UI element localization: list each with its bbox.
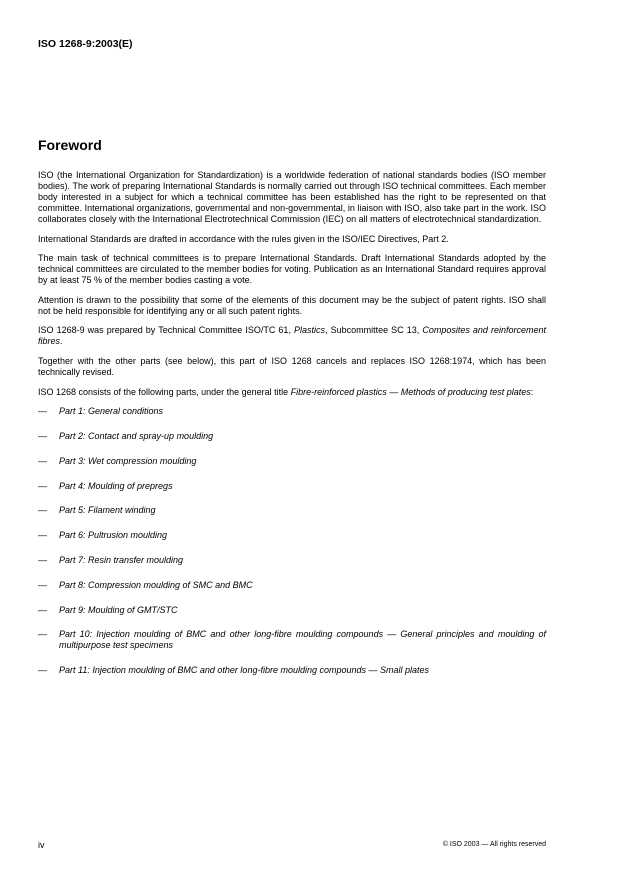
dash-bullet: — [38, 480, 47, 491]
paragraph-parts-intro [38, 387, 546, 398]
paragraph-iso-intro: ISO (the International Organization for Standardization) is a worldwide federation of national standards bodies (ISO member bodies). The work of preparing International Standards is normally carried out through ISO technical committees. Each member body interested in a subject for which a technical committee has been established has the right to be represented on that committee. International organizations, governmental and non-governmental, in liaison with ISO, also take part in the work. ISO collaborates closely with the International Electrotechnical Commission (IEC) on all matters of electrotechnical standardization. [38, 170, 546, 224]
dash-bullet: — [38, 579, 47, 590]
text-run: : [530, 386, 534, 397]
document-id-header: ISO 1268-9:2003(E) [38, 38, 133, 50]
dash-bullet: — [38, 554, 47, 565]
list-item [38, 481, 546, 492]
parts-list [38, 406, 546, 676]
part-title: Part 4: Moulding of prepregs [59, 480, 173, 491]
dash-bullet: — [38, 665, 47, 676]
subcommittee-name: Composites and reinforcement fibres [38, 325, 547, 347]
part-title: Part 7: Resin transfer moulding [59, 554, 184, 565]
part-title: Part 10: Injection moulding of BMC and other long-fibre moulding compounds — General principles and moulding of multipurpose test specimens [59, 629, 546, 651]
foreword-body [38, 170, 546, 690]
list-item [38, 605, 546, 616]
part-title: Part 8: Compression moulding of SMC and BMC [59, 579, 253, 590]
text-run: , Subcommittee SC 13, [325, 325, 423, 336]
dash-bullet: — [38, 455, 47, 466]
committee-name: Plastics [294, 325, 326, 336]
part-title: Part 9: Moulding of GMT/STC [59, 604, 178, 615]
list-item [38, 580, 546, 591]
part-title: Part 2: Contact and spray-up moulding [59, 430, 214, 441]
text-run: ISO 1268 consists of the following parts, under the general title [38, 386, 291, 397]
copyright-notice: © ISO 2003 — All rights reserved [442, 841, 546, 848]
paragraph-committees: The main task of technical committees is to prepare International Standards. Draft International Standards adopted by the technical committees are circulated to the member bodies for voting. Publication as an International Standard requires approval by at least 75 % of the member bodies casting a vote. [38, 253, 546, 286]
part-title: Part 3: Wet compression moulding [59, 455, 197, 466]
part-title: Part 11: Injection moulding of BMC and other long-fibre moulding compounds — Small plates [59, 665, 430, 676]
part-title: Part 5: Filament winding [59, 505, 156, 516]
list-item [38, 406, 546, 417]
paragraph-patent: Attention is drawn to the possibility that some of the elements of this document may be the subject of patent rights. ISO shall not be held responsible for identifying any or all such patent rights. [38, 294, 546, 316]
dash-bullet: — [38, 430, 47, 441]
list-item [38, 431, 546, 442]
list-item [38, 505, 546, 516]
part-title: Part 6: Pultrusion moulding [59, 530, 168, 541]
dash-bullet: — [38, 629, 47, 640]
dash-bullet: — [38, 530, 47, 541]
dash-bullet: — [38, 505, 47, 516]
paragraph-directives: International Standards are drafted in accordance with the rules given in the ISO/IEC Directives, Part 2. [38, 233, 449, 244]
paragraph-prepared-by [38, 325, 546, 347]
list-item [38, 665, 546, 676]
general-title: Fibre-reinforced plastics — Methods of producing test plates [290, 386, 531, 397]
list-item [38, 456, 546, 467]
list-item [38, 629, 546, 651]
text-run: ISO 1268-9 was prepared by Technical Committee ISO/TC 61, [38, 325, 295, 336]
list-item [38, 555, 546, 566]
dash-bullet: — [38, 604, 47, 615]
paragraph-replaces: Together with the other parts (see below), this part of ISO 1268 cancels and replaces ISO 1268:1974, which has been technically revised. [38, 355, 546, 377]
page-number: iv [38, 840, 45, 850]
list-item [38, 530, 546, 541]
part-title: Part 1: General conditions [59, 406, 164, 417]
dash-bullet: — [38, 406, 47, 417]
page-title: Foreword [38, 137, 102, 153]
text-run: . [60, 336, 63, 347]
